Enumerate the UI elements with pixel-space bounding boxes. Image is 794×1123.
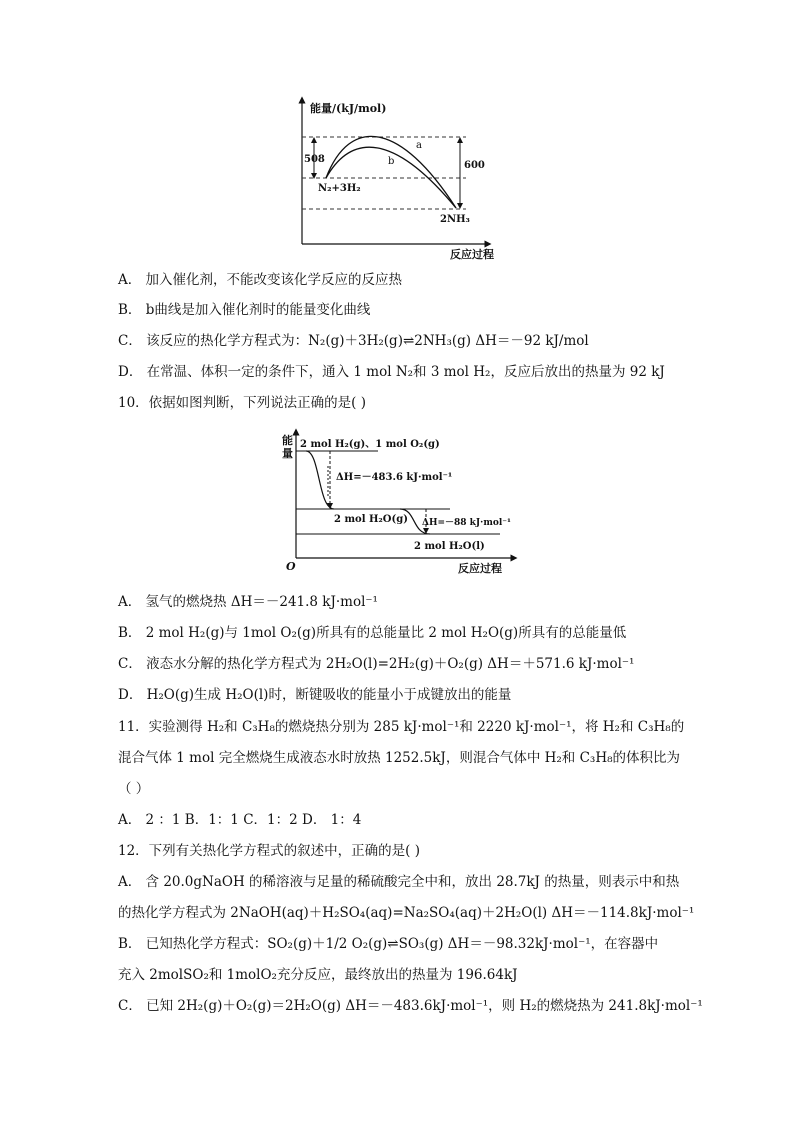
origin-label: O — [286, 560, 296, 573]
products-label: 2NH₃ — [440, 214, 470, 225]
q11-line-2: 混合气体 1 mol 完全燃烧生成液态水时放热 1252.5kJ，则混合气体中 H₂和 C₃H₈的体积比为 — [118, 750, 681, 766]
q10-stem: 10．依据如图判断，下列说法正确的是( ) — [118, 395, 367, 411]
q11-line-1: 11．实验测得 H₂和 C₃H₈的燃烧热分别为 285 kJ·mol⁻¹和 2220 kJ·mol⁻¹，将 H₂和 C₃H₈的 — [118, 719, 685, 735]
q9-option-a: A． 加入催化剂，不能改变该化学反应的反应热 — [118, 272, 403, 288]
level-h2o-gas: 2 mol H₂O(g) — [334, 514, 408, 525]
q12-stem: 12．下列有关热化学方程式的叙述中，正确的是( ) — [118, 843, 421, 859]
q12-option-b-1: B． 已知热化学方程式：SO₂(g)＋1/2 O₂(g)⇌SO₃(g) ΔH＝－98.32kJ·mol⁻¹，在容器中 — [118, 936, 659, 952]
value-508: 508 — [304, 154, 325, 165]
energy-diagram-h2o — [270, 428, 520, 578]
dh-2: ΔH=－88 kJ·mol⁻¹ — [422, 518, 511, 528]
q10-option-a: A． 氢气的燃烧热 ΔH＝－241.8 kJ·mol⁻¹ — [118, 594, 378, 610]
q9-option-b: B． b曲线是加入催化剂时的能量变化曲线 — [118, 302, 371, 318]
reactants-label: N₂+3H₂ — [318, 183, 361, 194]
level-reactants: 2 mol H₂(g)、1 mol O₂(g) — [300, 439, 440, 450]
dh-1: ΔH=－483.6 kJ·mol⁻¹ — [336, 472, 453, 483]
curve-b-label: b — [388, 156, 395, 167]
q10-option-b: B． 2 mol H₂(g)与 1mol O₂(g)所具有的总能量比 2 mol H₂O(g)所具有的总能量低 — [118, 625, 627, 641]
q12-option-b-2: 充入 2molSO₂和 1molO₂充分反应，最终放出的热量为 196.64kJ — [118, 967, 518, 983]
value-600: 600 — [464, 160, 485, 171]
q9-option-d: D． 在常温、体积一定的条件下，通入 1 mol N₂和 3 mol H₂，反应后放出的热量为 92 kJ — [118, 364, 665, 380]
y-axis-label-1: 能 — [282, 434, 293, 447]
level-h2o-liquid: 2 mol H₂O(l) — [414, 541, 485, 552]
q12-option-c-1: C． 已知 2H₂(g)＋O₂(g)＝2H₂O(g) ΔH＝－483.6kJ·mol⁻¹，则 H₂的燃烧热为 241.8kJ·mol⁻¹ — [118, 998, 703, 1014]
curve-a-label: a — [416, 140, 422, 151]
q10-option-d: D． H₂O(g)生成 H₂O(l)时，断键吸收的能量小于成键放出的能量 — [118, 687, 512, 703]
y-axis-label-2: 量 — [282, 447, 293, 460]
q12-option-a-1: A． 含 20.0gNaOH 的稀溶液与足量的稀硫酸完全中和，放出 28.7kJ 的热量，则表示中和热 — [118, 874, 680, 890]
q10-option-c: C． 液态水分解的热化学方程式为 2H₂O(l)=2H₂(g)＋O₂(g) ΔH＝＋571.6 kJ·mol⁻¹ — [118, 656, 635, 672]
q11-line-3: （ ） — [118, 781, 150, 797]
q9-option-c: C． 该反应的热化学方程式为：N₂(g)＋3H₂(g)⇌2NH₃(g) ΔH＝－92 kJ/mol — [118, 333, 589, 349]
y-axis-label: 能量/(kJ/mol) — [310, 102, 387, 115]
x-axis-label: 反应过程 — [450, 248, 494, 261]
q11-options: A． 2 ：1 B．1：1 C．1：2 D． 1：4 — [118, 812, 362, 828]
x-axis-label: 反应过程 — [458, 562, 502, 575]
curve-a — [326, 136, 456, 208]
q12-option-a-2: 的热化学方程式为 2NaOH(aq)＋H₂SO₄(aq)=Na₂SO₄(aq)＋2H₂O(l) ΔH＝－114.8kJ·mol⁻¹ — [118, 905, 695, 921]
energy-diagram-nh3 — [290, 96, 500, 261]
